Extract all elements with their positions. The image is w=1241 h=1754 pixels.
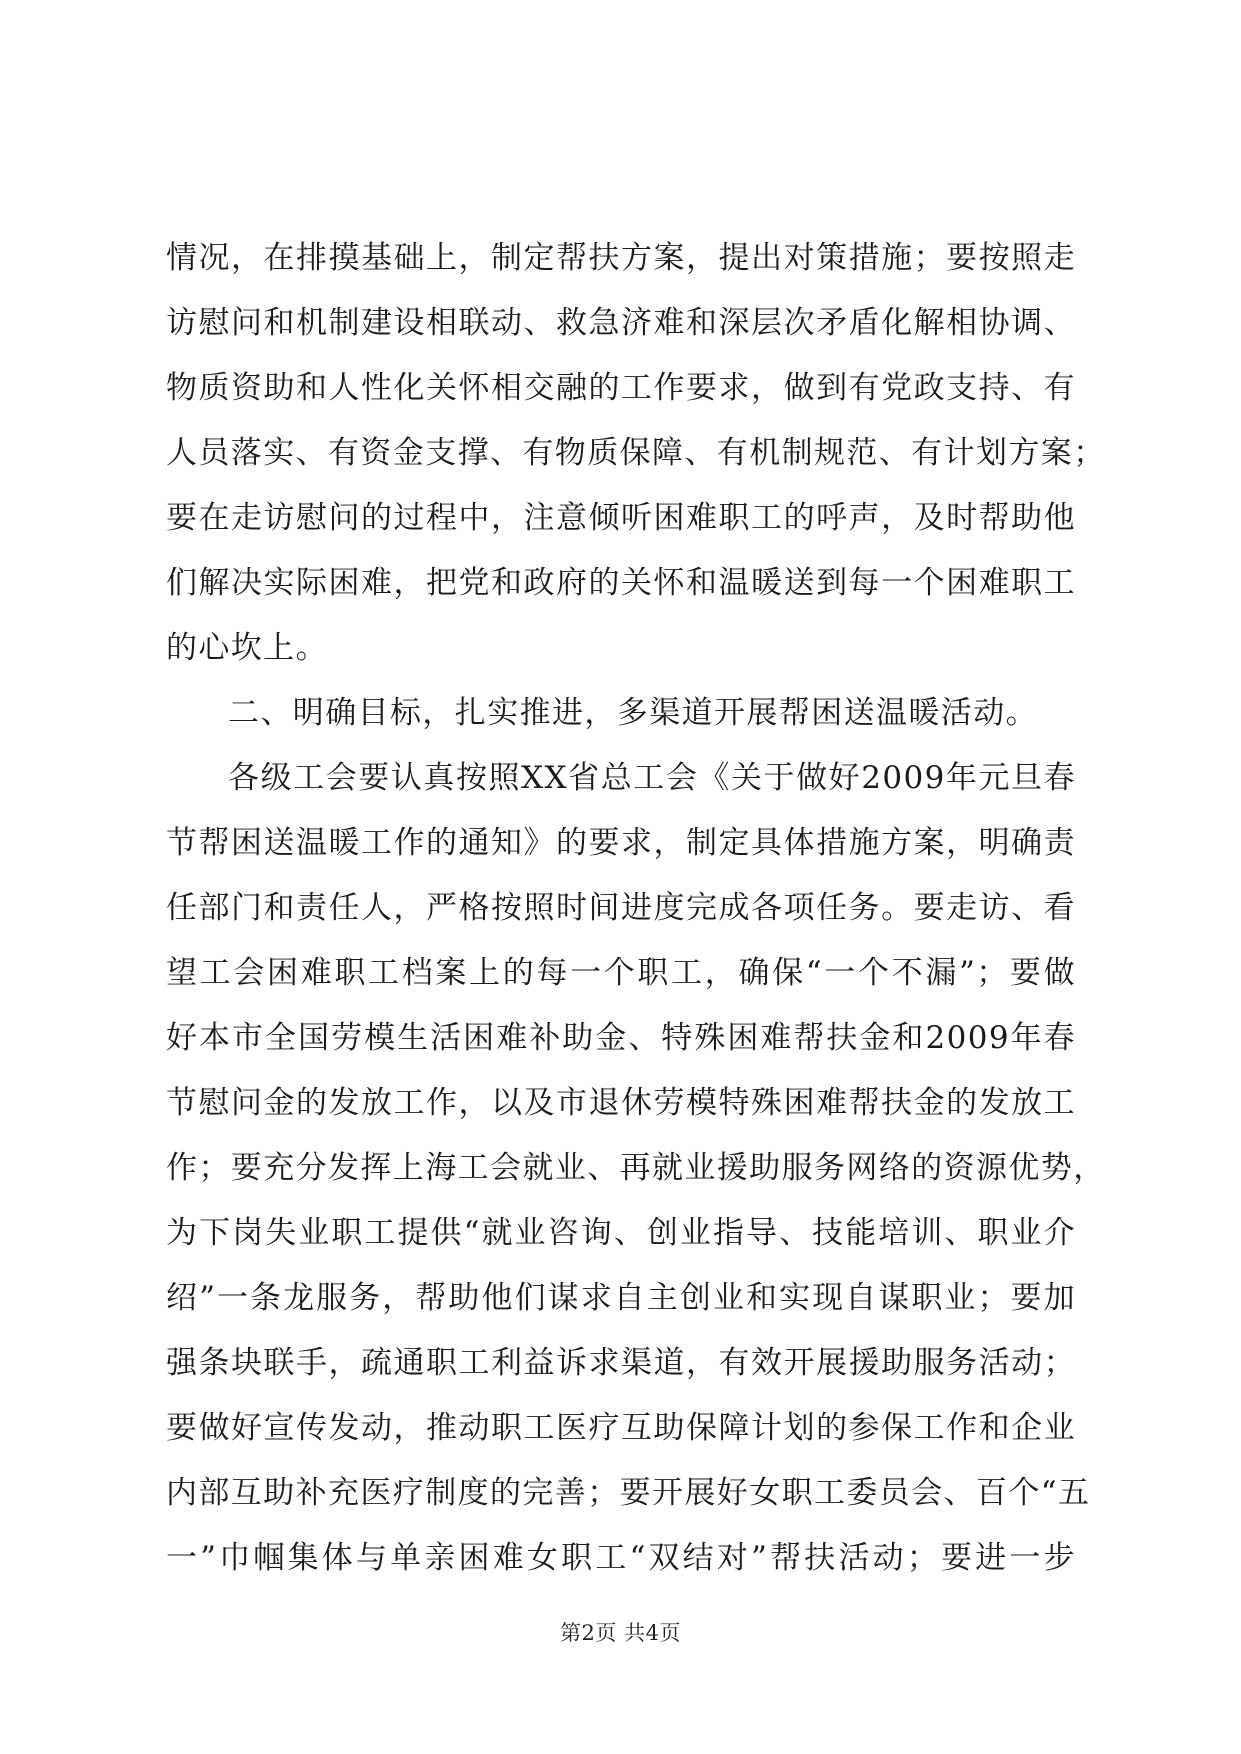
text-line: 作；要充分发挥上海工会就业、再就业援助服务网络的资源优势， — [166, 1150, 1106, 1186]
text-line: 各级工会要认真按照XX省总工会《关于做好2009年元旦春 — [228, 760, 1076, 796]
text-line: 任部门和责任人，严格按照时间进度完成各项任务。要走访、看 — [166, 890, 1076, 926]
body-text — [166, 226, 1106, 1591]
text-line: 绍”一条龙服务，帮助他们谋求自主创业和实现自谋职业；要加 — [166, 1280, 1076, 1316]
text-line: 为下岗失业职工提供“就业咨询、创业指导、技能培训、职业介 — [166, 1215, 1076, 1251]
text-line: 一”巾帼集体与单亲困难女职工“双结对”帮扶活动；要进一步 — [166, 1540, 1076, 1576]
page-number: 第2页 共4页 — [560, 1621, 681, 1645]
text-line: 节帮困送温暖工作的通知》的要求，制定具体措施方案，明确责 — [166, 825, 1076, 861]
text-line: 要在走访慰问的过程中，注意倾听困难职工的呼声，及时帮助他 — [166, 500, 1076, 536]
text-line: 节慰问金的发放工作，以及市退休劳模特殊困难帮扶金的发放工 — [166, 1085, 1076, 1121]
text-line: 的心坎上。 — [166, 630, 328, 666]
text-line: 访慰问和机制建设相联动、救急济难和深层次矛盾化解相协调、 — [166, 305, 1076, 341]
text-line: 强条块联手，疏通职工利益诉求渠道，有效开展援助服务活动； — [166, 1345, 1076, 1381]
text-line: 望工会困难职工档案上的每一个职工，确保“一个不漏”；要做 — [166, 955, 1076, 991]
text-line: 人员落实、有资金支撑、有物质保障、有机制规范、有计划方案； — [166, 435, 1106, 471]
text-line: 物质资助和人性化关怀相交融的工作要求，做到有党政支持、有 — [166, 370, 1076, 406]
text-line: 们解决实际困难，把党和政府的关怀和温暖送到每一个困难职工 — [166, 565, 1076, 601]
text-line: 情况，在排摸基础上，制定帮扶方案，提出对策措施；要按照走 — [166, 240, 1076, 276]
section-heading: 二、明确目标，扎实推进，多渠道开展帮困送温暖活动。 — [228, 695, 1038, 731]
text-line: 内部互助补充医疗制度的完善；要开展好女职工委员会、百个“五 — [166, 1475, 1091, 1511]
text-line: 要做好宣传发动，推动职工医疗互助保障计划的参保工作和企业 — [166, 1410, 1076, 1446]
text-line: 好本市全国劳模生活困难补助金、特殊困难帮扶金和2009年春 — [166, 1020, 1076, 1056]
